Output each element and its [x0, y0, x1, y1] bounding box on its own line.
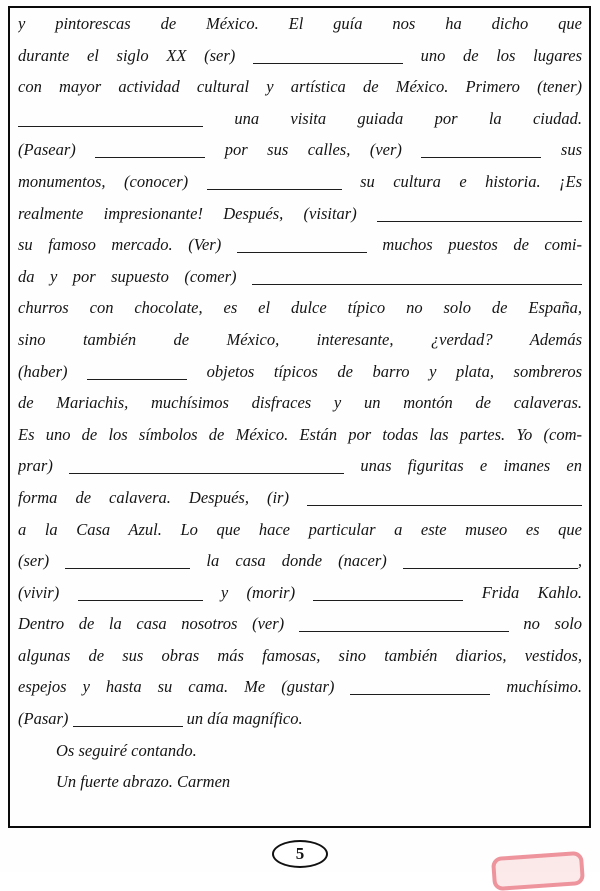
fill-in-blank[interactable]	[313, 600, 463, 601]
letter-text-segment: una visita guiada por la ciudad.	[234, 108, 582, 128]
text-line	[18, 608, 582, 640]
text-line	[18, 166, 582, 198]
letter-text-segment: churros con chocolate, es el dulce típico no solo de España,	[18, 298, 582, 318]
letter-text-segment: forma de calavera. Después, (ir)	[18, 487, 289, 507]
fill-in-blank[interactable]	[95, 157, 205, 158]
text-line	[18, 40, 582, 72]
fill-in-blank[interactable]	[299, 631, 509, 632]
text-line	[18, 671, 582, 703]
letter-text-segment: uno de los lugares	[420, 45, 582, 65]
letter-text-segment: muchos puestos de comi-	[382, 235, 582, 255]
letter-text-segment: prar)	[18, 456, 53, 476]
letter-text-segment: por sus calles, (ver)	[224, 140, 402, 160]
text-line	[18, 450, 582, 482]
letter-text-segment: no solo	[523, 614, 582, 634]
letter-text-segment: (Pasar)	[18, 709, 69, 729]
fill-in-blank[interactable]	[78, 600, 203, 601]
letter-text-segment: Es uno de los símbolos de México. Están por todas las partes. Yo (com-	[18, 424, 582, 444]
letter-text-segment: y pintorescas de México. El guía nos ha dicho que	[18, 14, 582, 33]
fill-in-blank[interactable]	[403, 568, 578, 569]
fill-in-blank[interactable]	[87, 379, 187, 380]
letter-text-segment: objetos típicos de barro y plata, sombreros	[206, 361, 582, 381]
text-line	[18, 766, 582, 798]
page-number-badge	[272, 840, 328, 868]
text-line	[18, 640, 582, 672]
letter-text-segment: durante el siglo XX (ser)	[18, 45, 236, 65]
text-line	[18, 292, 582, 324]
fill-in-blank[interactable]	[18, 126, 203, 127]
letter-text-segment: Dentro de la casa nosotros (ver)	[18, 614, 285, 634]
text-line	[18, 419, 582, 451]
fill-in-blank[interactable]	[65, 568, 190, 569]
fill-in-blank[interactable]	[73, 726, 183, 727]
letter-text-segment: espejos y hasta su cama. Me (gustar)	[18, 677, 335, 697]
letter-text-segment: ,	[577, 551, 582, 571]
fill-in-blank[interactable]	[237, 252, 367, 253]
text-line	[18, 134, 582, 166]
letter-text-segment: (Pasear)	[18, 140, 76, 160]
text-line	[18, 8, 582, 40]
text-line	[18, 577, 582, 609]
letter-text-segment: la casa donde (nacer)	[206, 551, 387, 571]
text-line	[18, 198, 582, 230]
letter-text-segment: sus	[560, 140, 582, 160]
letter-text-segment: sino también de México, interesante, ¿verdad? Además	[18, 329, 582, 349]
red-corner-mark	[491, 851, 585, 891]
text-line	[18, 735, 582, 767]
letter-text-segment: a la Casa Azul. Lo que hace particular a este museo es que	[18, 519, 582, 539]
text-line	[18, 261, 582, 293]
fill-in-blank[interactable]	[307, 505, 582, 506]
letter-text-segment: (vivir)	[18, 582, 60, 602]
letter-text-segment: (ser)	[18, 551, 50, 571]
letter-text-segment: y (morir)	[220, 582, 296, 602]
fill-in-blank[interactable]	[350, 694, 490, 695]
text-line	[18, 71, 582, 103]
letter-text-segment: realmente impresionante! Después, (visitar)	[18, 203, 357, 223]
text-line	[18, 387, 582, 419]
letter-text-segment: muchísimo.	[506, 677, 582, 697]
fill-in-blank[interactable]	[69, 473, 344, 474]
letter-text-segment: de Mariachis, muchísimos disfraces y un montón de calaveras.	[18, 393, 582, 413]
letter-text-segment: (haber)	[18, 361, 68, 381]
text-line	[18, 703, 582, 735]
letter-text-segment: su famoso mercado. (Ver)	[18, 235, 222, 255]
letter-text-segment: unas figuritas e imanes en	[360, 456, 582, 476]
letter-text-segment: su cultura e historia. ¡Es	[360, 171, 582, 191]
fill-in-blank[interactable]	[253, 63, 403, 64]
text-line	[18, 229, 582, 261]
letter-text-segment: Os seguiré contando.	[56, 740, 197, 760]
letter-body	[18, 8, 582, 798]
letter-text-segment: Frida Kahlo.	[481, 582, 582, 602]
letter-text-segment: un día magnífico.	[186, 709, 303, 729]
text-line	[18, 545, 582, 577]
letter-text-segment: algunas de sus obras más famosas, sino también diarios, vestidos,	[18, 645, 582, 665]
text-line	[18, 103, 582, 135]
letter-text-segment: con mayor actividad cultural y artística de México. Primero (tener)	[18, 77, 582, 97]
fill-in-blank[interactable]	[421, 157, 541, 158]
text-line	[18, 356, 582, 388]
text-line	[18, 514, 582, 546]
fill-in-blank[interactable]	[207, 189, 342, 190]
letter-text-segment: Un fuerte abrazo. Carmen	[56, 772, 231, 792]
fill-in-blank[interactable]	[377, 221, 582, 222]
text-line	[18, 482, 582, 514]
letter-text-segment: da y por supuesto (comer)	[18, 266, 237, 286]
fill-in-blank[interactable]	[252, 284, 582, 285]
letter-text-segment: monumentos, (conocer)	[18, 171, 189, 191]
text-line	[18, 324, 582, 356]
page-number: 5	[295, 844, 305, 863]
